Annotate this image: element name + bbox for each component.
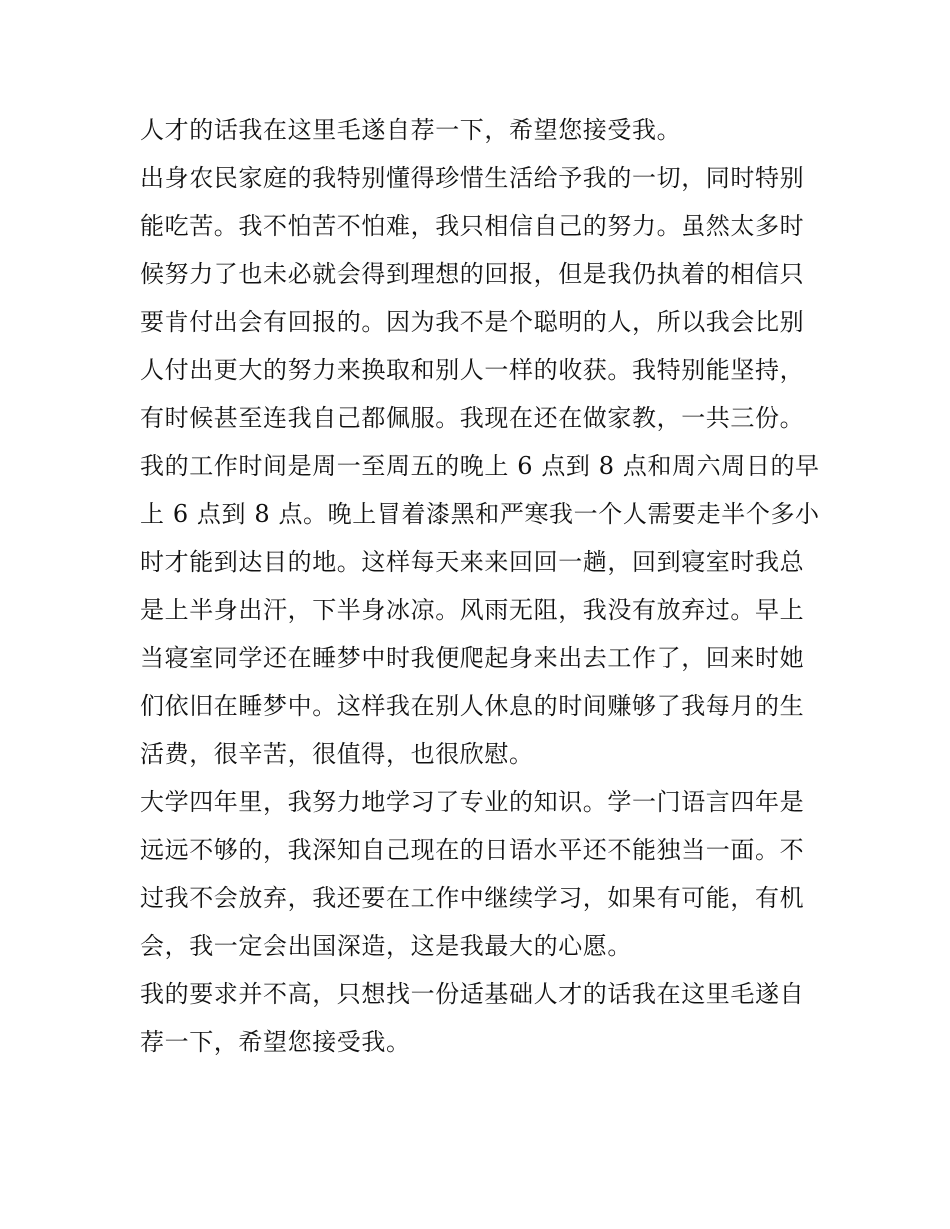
text-line: 会，我一定会出国深造，这是我最大的心愿。 [140, 932, 632, 960]
document-body [140, 106, 820, 1066]
text-line: 是上半身出汗，下半身冰凉。风雨无阻，我没有放弃过。早上 [140, 596, 805, 624]
text-line: 荐一下，希望您接受我。 [140, 1028, 411, 1056]
text-line: 活费，很辛苦，很值得，也很欣慰。 [140, 740, 534, 768]
text-line: 们依旧在睡梦中。这样我在别人休息的时间赚够了我每月的生 [140, 692, 805, 720]
text-line: 人才的话我在这里毛遂自荐一下，希望您接受我。 [140, 116, 682, 144]
text-line: 人付出更大的努力来换取和别人一样的收获。我特别能坚持， [140, 356, 805, 384]
text-line: 有时候甚至连我自己都佩服。我现在还在做家教，一共三份。 [140, 404, 805, 432]
text-line: 大学四年里，我努力地学习了专业的知识。学一门语言四年是 [140, 788, 805, 816]
text-line: 远远不够的，我深知自己现在的日语水平还不能独当一面。不 [140, 836, 805, 864]
text-line: 时才能到达目的地。这样每天来来回回一趟，回到寝室时我总 [140, 548, 805, 576]
text-line: 我的要求并不高，只想找一份适基础人才的话我在这里毛遂自 [140, 980, 805, 1008]
text-line: 要肯付出会有回报的。因为我不是个聪明的人，所以我会比别 [140, 308, 805, 336]
text-line: 候努力了也未必就会得到理想的回报，但是我仍执着的相信只 [140, 260, 805, 288]
text-line: 过我不会放弃，我还要在工作中继续学习，如果有可能，有机 [140, 884, 805, 912]
text-line: 出身农民家庭的我特别懂得珍惜生活给予我的一切，同时特别 [140, 164, 805, 192]
text-line: 我的工作时间是周一至周五的晚上 6 点到 8 点和周六周日的早 [140, 452, 820, 480]
text-line: 当寝室同学还在睡梦中时我便爬起身来出去工作了，回来时她 [140, 644, 805, 672]
text-line: 能吃苦。我不怕苦不怕难，我只相信自己的努力。虽然太多时 [140, 212, 805, 240]
text-line: 上 6 点到 8 点。晚上冒着漆黑和严寒我一个人需要走半个多小 [140, 500, 820, 528]
